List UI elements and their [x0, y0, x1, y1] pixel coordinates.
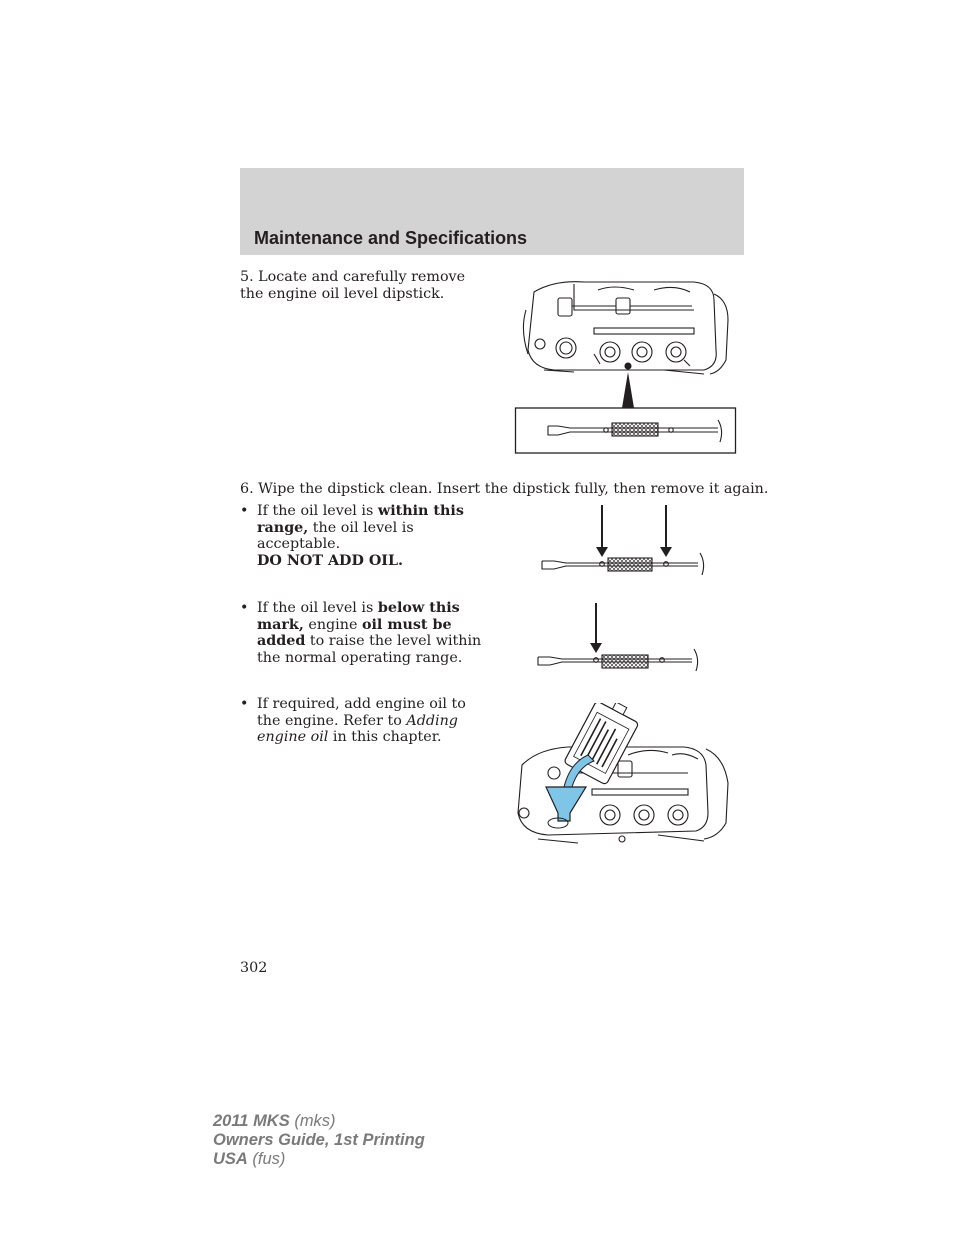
bullet-text: If the oil level is	[257, 503, 378, 519]
bullet-bold-text: within this range,	[257, 503, 464, 536]
document-footer	[213, 1112, 425, 1169]
bullet-text: to raise the level within the normal operating range.	[257, 633, 482, 666]
footer-region: USA	[213, 1150, 248, 1168]
bullet-oil-below-mark	[240, 600, 492, 666]
footer-line-2	[213, 1131, 425, 1150]
engine-dipstick-location-illustration	[514, 270, 740, 456]
bullet-text: If required, add engine oil to the engine. Refer to	[257, 696, 466, 729]
bullet-add-oil	[240, 696, 492, 746]
dipstick-low-mark-illustration	[534, 603, 702, 673]
bullet-text: in this chapter.	[328, 729, 442, 745]
bullet-dot: •	[240, 696, 249, 712]
adding-engine-oil-reference: Adding engine oil	[257, 712, 458, 745]
adding-oil-funnel-illustration	[508, 703, 740, 850]
bullet-bold-text: oil must be added	[257, 616, 452, 649]
page-number: 302	[240, 960, 268, 976]
footer-model-code: (mks)	[289, 1112, 336, 1130]
bullet-bold-text: DO NOT ADD OIL.	[257, 552, 404, 569]
bullet-text: If the oil level is	[257, 600, 378, 616]
step-5-text: 5. Locate and carefully remove the engine oil level dipstick.	[240, 269, 466, 302]
bullet-dot: •	[240, 503, 249, 519]
bullet-bold-text: below this mark,	[257, 600, 460, 633]
bullet-oil-within-range	[240, 503, 492, 569]
footer-edition: Owners Guide, 1st Printing	[213, 1131, 425, 1149]
footer-region-code: (fus)	[247, 1150, 286, 1168]
step-6-text: 6. Wipe the dipstick clean. Insert the dipstick fully, then remove it again.	[240, 481, 769, 497]
dipstick-range-illustration	[538, 505, 708, 577]
footer-line-3	[213, 1150, 425, 1169]
bullet-dot: •	[240, 600, 249, 616]
footer-model: 2011 MKS	[213, 1112, 290, 1130]
bullet-text: the oil level is acceptable.	[257, 519, 414, 552]
bullet-text: engine	[303, 616, 362, 633]
section-title: Maintenance and Specifications	[254, 228, 528, 248]
footer-line-1	[213, 1112, 425, 1131]
